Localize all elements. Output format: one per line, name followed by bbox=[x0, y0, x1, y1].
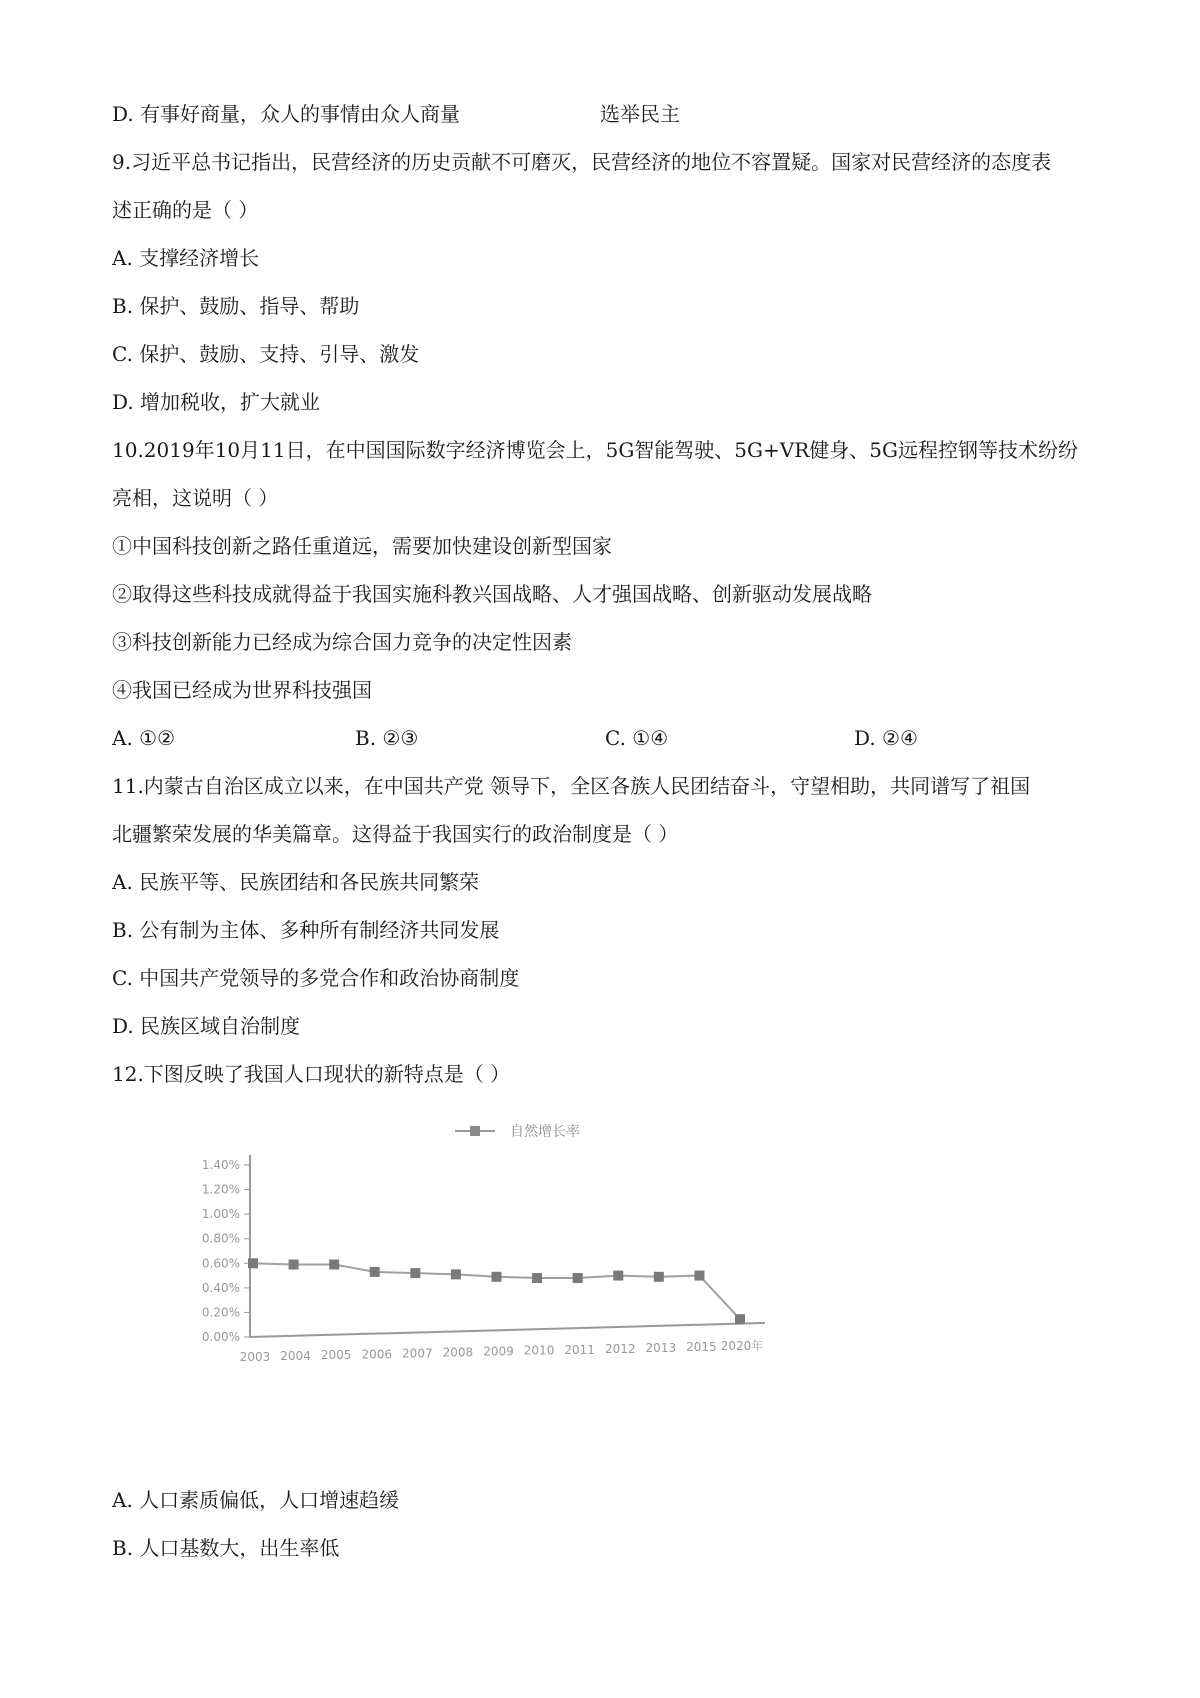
data-point bbox=[532, 1273, 542, 1283]
q10-statement-3: ③科技创新能力已经成为综合国力竞争的决定性因素 bbox=[112, 630, 572, 654]
series-line bbox=[253, 1263, 740, 1319]
y-tick-label: 0.80% bbox=[201, 1231, 240, 1246]
q10-stem-line2: 亮相，这说明（ ） bbox=[112, 486, 279, 510]
y-tick-label: 0.40% bbox=[201, 1280, 240, 1295]
data-point bbox=[492, 1272, 502, 1282]
population-growth-chart bbox=[150, 1105, 850, 1445]
data-point bbox=[573, 1273, 583, 1283]
q11-option-c: C. 中国共产党领导的多党合作和政治协商制度 bbox=[112, 966, 520, 990]
q12-option-a: A. 人口素质偏低，人口增速趋缓 bbox=[112, 1488, 400, 1512]
y-tick-label: 1.20% bbox=[201, 1182, 240, 1197]
data-point bbox=[370, 1267, 380, 1277]
data-point bbox=[410, 1268, 420, 1278]
x-tick-label: 2007 bbox=[402, 1346, 433, 1361]
x-tick-label: 2009 bbox=[483, 1344, 514, 1359]
x-tick-label: 2010 bbox=[523, 1343, 555, 1358]
data-point bbox=[735, 1314, 745, 1324]
q9-option-b: B. 保护、鼓励、指导、帮助 bbox=[112, 294, 360, 318]
y-tick-label: 1.40% bbox=[201, 1158, 240, 1172]
x-tick-label: 2012 bbox=[604, 1341, 636, 1356]
data-point bbox=[613, 1271, 623, 1281]
x-tick-label: 2015 bbox=[686, 1340, 717, 1355]
x-tick-label: 2011 bbox=[564, 1342, 595, 1357]
y-tick-label: 0.00% bbox=[201, 1330, 240, 1344]
x-tick-label: 2020年 bbox=[720, 1339, 764, 1354]
q11-option-d: D. 民族区域自治制度 bbox=[112, 1014, 301, 1038]
y-tick-label: 0.60% bbox=[201, 1256, 240, 1271]
q9-stem-line1: 9.习近平总书记指出，民营经济的历史贡献不可磨灭，民营经济的地位不容置疑。国家对民营经济的态度表 bbox=[112, 150, 1052, 174]
q10-statement-1: ①中国科技创新之路任重道远，需要加快建设创新型国家 bbox=[112, 534, 612, 558]
data-point bbox=[654, 1272, 664, 1282]
q9-stem-line2: 述正确的是（ ） bbox=[112, 198, 259, 222]
q8-option-d-answer: 选举民主 bbox=[600, 102, 680, 126]
x-tick-label: 2005 bbox=[320, 1348, 352, 1363]
q10-option-a: A. ①② bbox=[112, 726, 176, 750]
q10-option-b: B. ②③ bbox=[355, 726, 419, 750]
data-point bbox=[694, 1271, 704, 1281]
q8-option-d: D. 有事好商量，众人的事情由众人商量 bbox=[112, 102, 461, 126]
x-axis bbox=[250, 1323, 765, 1337]
y-tick-label: 0.20% bbox=[201, 1305, 240, 1320]
x-tick-label: 2006 bbox=[361, 1347, 393, 1362]
q9-option-a: A. 支撑经济增长 bbox=[112, 246, 260, 270]
q10-option-d: D. ②④ bbox=[854, 726, 918, 750]
data-point bbox=[329, 1260, 339, 1270]
q11-stem-line2: 北疆繁荣发展的华美篇章。这得益于我国实行的政治制度是（ ） bbox=[112, 822, 679, 846]
chart-svg bbox=[150, 1105, 850, 1445]
legend-marker bbox=[470, 1126, 480, 1136]
x-tick-label: 2004 bbox=[280, 1349, 311, 1364]
q9-option-d: D. 增加税收，扩大就业 bbox=[112, 390, 321, 414]
x-tick-label: 2008 bbox=[442, 1345, 474, 1360]
data-point bbox=[248, 1258, 258, 1268]
legend-label: 自然增长率 bbox=[510, 1124, 580, 1140]
q12-stem: 12.下图反映了我国人口现状的新特点是（ ） bbox=[112, 1062, 511, 1086]
q10-statement-4: ④我国已经成为世界科技强国 bbox=[112, 678, 372, 702]
data-point bbox=[451, 1269, 461, 1279]
x-tick-label: 2003 bbox=[239, 1350, 271, 1364]
q10-option-c: C. ①④ bbox=[605, 726, 669, 750]
q10-stem-line1: 10.2019年10月11日，在中国国际数字经济博览会上，5G智能驾驶、5G+VR健身、5G远程控钢等技术纷纷 bbox=[112, 438, 1078, 462]
y-tick-label: 1.00% bbox=[201, 1207, 240, 1222]
data-point bbox=[289, 1260, 299, 1270]
q12-option-b: B. 人口基数大，出生率低 bbox=[112, 1536, 340, 1560]
q11-stem-line1: 11.内蒙古自治区成立以来，在中国共产党 领导下，全区各族人民团结奋斗，守望相助，共同谱写了祖国 bbox=[112, 774, 1031, 798]
q9-option-c: C. 保护、鼓励、支持、引导、激发 bbox=[112, 342, 420, 366]
q11-option-b: B. 公有制为主体、多种所有制经济共同发展 bbox=[112, 918, 500, 942]
q11-option-a: A. 民族平等、民族团结和各民族共同繁荣 bbox=[112, 870, 480, 894]
q10-statement-2: ②取得这些科技成就得益于我国实施科教兴国战略、人才强国战略、创新驱动发展战略 bbox=[112, 582, 872, 606]
x-tick-label: 2013 bbox=[645, 1341, 677, 1355]
